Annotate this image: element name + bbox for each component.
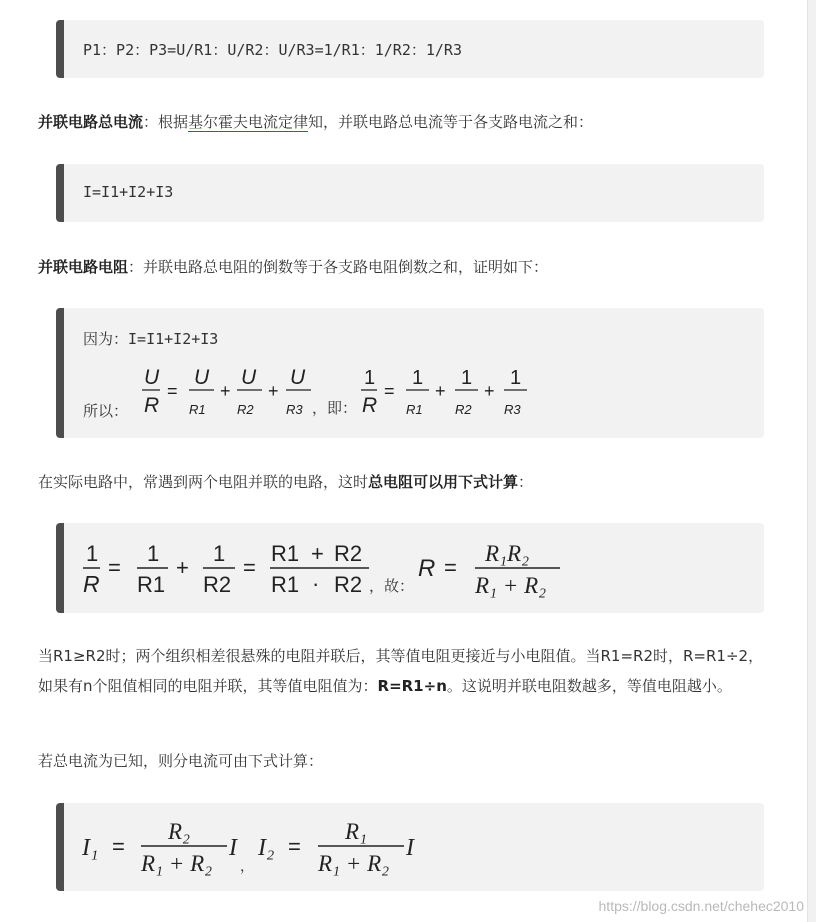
because-formula: I=I1+I2+I3 [128, 330, 219, 348]
total-current-text-a: ：根据 [143, 113, 189, 131]
frac3-num: U [241, 366, 257, 389]
frac5-den: R [362, 394, 378, 417]
frac6-num: 1 [412, 367, 424, 389]
tr-one-1: 1 [86, 541, 99, 566]
eq-1: = [167, 381, 178, 401]
frac7-den: R2 [455, 402, 472, 417]
frac1-den: R [144, 394, 160, 417]
tr-num-plus: + [311, 541, 324, 566]
power-ratio-formula: P1：P2：P3=U/R1：U/R2：U/R3=1/R1：1/R2：1/R3 [83, 41, 462, 59]
frac2-num: U [194, 366, 210, 389]
frac6-den: R1 [406, 402, 423, 417]
tr-one-3: 1 [213, 541, 226, 566]
so-prefix: 所以： [83, 402, 129, 420]
proof-block [56, 308, 764, 438]
cd-I2: I₂ [258, 835, 275, 861]
gu-label: ，故： [369, 578, 415, 595]
total-current-paragraph [38, 107, 768, 137]
tr-one-2: 1 [147, 541, 160, 566]
tr-R-1: R [83, 571, 100, 597]
frac8-num: 1 [510, 367, 522, 389]
compare-bold: R=R1÷n [377, 677, 447, 695]
tr-R-result: R [418, 555, 436, 582]
total-current-title: 并联电路总电流 [38, 113, 144, 131]
total-current-text-b: 知，并联电路总电流等于各支路电流之和： [308, 113, 594, 131]
tr-eq-1: = [108, 555, 121, 580]
frac7-num: 1 [461, 367, 473, 389]
because-prefix: 因为： [83, 330, 129, 348]
two-res-bold: 总电阻可以用下式计算 [368, 473, 519, 491]
current-divider-formula [82, 811, 442, 883]
scrollbar[interactable] [807, 0, 816, 922]
cd-I-1: I [229, 835, 237, 861]
cd-I-2: I [406, 835, 414, 861]
tr-plus-1: + [176, 555, 189, 580]
resistance-text: ：并联电路总电阻的倒数等于各支路电阻倒数之和，证明如下： [128, 258, 549, 276]
frac3-den: R2 [237, 402, 254, 417]
compare-text-b: 。这说明并联电阻数越多，等值电阻越小。 [446, 677, 732, 695]
frac5-num: 1 [364, 367, 376, 389]
current-sum-formula: I=I1+I2+I3 [83, 183, 174, 201]
tr-res-num: R₁R₂ [485, 541, 530, 566]
cd-comma: ， [240, 858, 254, 874]
cd-I1: I₁ [82, 835, 99, 861]
code-block-current-sum [56, 164, 764, 222]
tr-eq-3: = [444, 555, 457, 580]
frac8-den: R3 [504, 402, 521, 417]
tr-res-den: R₁ + R₂ [475, 573, 547, 598]
cd-eq-1: = [112, 834, 125, 859]
frac4-num: U [290, 366, 306, 389]
frac4-den: R3 [286, 402, 303, 417]
current-divider-block [56, 803, 764, 891]
tr-R1: R1 [137, 572, 166, 597]
because-line [83, 328, 218, 349]
cd-den-2: R₁ + R₂ [318, 851, 390, 876]
two-resistors-paragraph [38, 467, 768, 497]
two-resistor-formula [82, 533, 602, 605]
two-res-text: 在实际电路中，常遇到两个电阻并联的电路，这时 [38, 473, 369, 491]
ie-label: ，即： [312, 400, 358, 417]
tr-num-R2: R2 [334, 541, 363, 566]
plus-3: + [435, 381, 446, 401]
eq-2: = [384, 381, 395, 401]
compare-paragraph [38, 641, 768, 701]
two-resistor-formula-block [56, 523, 764, 613]
proof-formula [134, 360, 534, 424]
resistance-paragraph [38, 252, 768, 282]
split-current-paragraph [38, 746, 768, 776]
cd-num-2: R₁ [345, 819, 368, 844]
compare-text-a: 当R1≥R2时；两个组织相差很悬殊的电阻并联后，其等值电阻更接近与小电阻值。当R1=R2时，R=R1÷2，如果有n个阻值相同的电阻并联，其等值电阻值为： [38, 647, 764, 695]
tr-num-R1: R1 [271, 541, 300, 566]
tr-R2: R2 [203, 572, 232, 597]
kirchhoff-law-link[interactable]: 基尔霍夫电流定律 [188, 113, 309, 131]
code-block-power-ratio [56, 20, 764, 78]
two-res-colon: ： [518, 473, 534, 491]
plus-4: + [484, 381, 495, 401]
tr-den-R2: R2 [334, 572, 363, 597]
frac2-den: R1 [189, 402, 206, 417]
plus-1: + [220, 381, 231, 401]
watermark: https://blog.csdn.net/chehec2010 [598, 898, 804, 914]
cd-den-1: R₁ + R₂ [141, 851, 213, 876]
split-text: 若总电流为已知，则分电流可由下式计算： [38, 752, 324, 770]
tr-den-R1: R1 [271, 572, 300, 597]
cd-num-1: R₂ [168, 819, 191, 844]
cd-eq-2: = [288, 834, 301, 859]
tr-eq-2: = [243, 555, 256, 580]
resistance-title: 并联电路电阻 [38, 258, 129, 276]
tr-den-dot: · [312, 571, 320, 596]
frac1-num: U [144, 366, 160, 389]
plus-2: + [268, 381, 279, 401]
